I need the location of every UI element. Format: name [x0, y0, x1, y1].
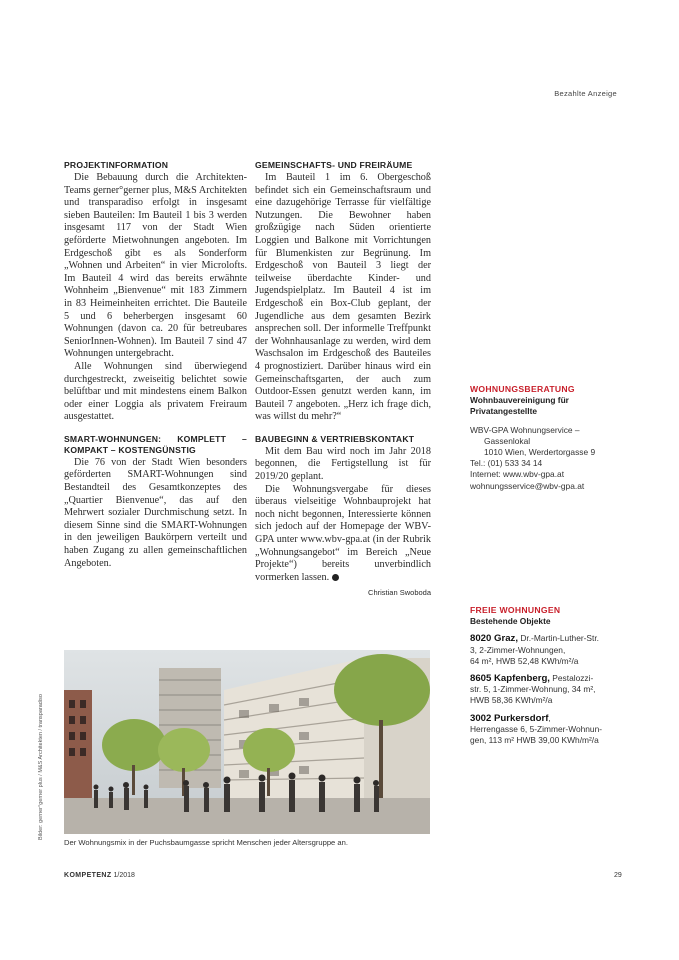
object-location: 3002 Purkersdorf: [470, 712, 549, 724]
sidebar-subtitle: Wohnbauvereinigung für: [470, 395, 569, 406]
photo-credit: [38, 690, 48, 840]
sidebar-title-frei: FREIE WOHNUNGEN: [470, 605, 561, 615]
heading-smart-wohnungen: SMART-WOHNUNGEN: KOMPLETT – KOMPAKT – KOSTENGÜNSTIG: [64, 433, 247, 455]
column-left: [64, 160, 247, 570]
heading-gemeinschaftsraeume: GEMEINSCHAFTS- UND FREIRÄUME: [255, 160, 413, 170]
building-photo: [64, 650, 430, 834]
object-location: 8605 Kapfenberg,: [470, 673, 550, 685]
end-mark-icon: [332, 574, 339, 581]
magazine-name: KOMPETENZ: [64, 872, 112, 879]
object-item: [470, 673, 630, 707]
object-detail: Herrengasse 6, 5-Zimmer-Wohnun-: [470, 723, 603, 734]
address-line: Gassenlokal: [484, 435, 531, 446]
object-location: 8020 Graz,: [470, 633, 519, 645]
object-detail: HWB 58,36 KWh/m²/a: [470, 695, 553, 706]
sidebar-wohnungsberatung: [470, 384, 630, 492]
building-illustration: [64, 650, 430, 834]
object-detail: 3, 2-Zimmer-Wohnungen,: [470, 644, 566, 655]
sidebar-subtitle: Bestehende Objekte: [470, 616, 551, 627]
column-middle: [255, 160, 431, 600]
paragraph: Die Bebauung durch die Architekten-Teams gerner°gerner plus, M&S Architekten und transparadiso erfolgt in insgesamt sieben Bauteilen: Im Bauteil 1 bis 3 werden insgesamt 117 von der Stadt Wien geförderte Mietwohnungen angeboten. Im Erdgeschoß gibt es als Sonderform „Wohnen und Arbeiten“ in vier Microlofts. Im Bauteil 4 wird das bereits erwähnte Wohnheim „Bienvenue“ mit 183 Zimmern in 83 Heimeinheiten errichtet. Die Bauteile 5 und 6 beherbergen insgesamt 60 Wohnungen (davon ca. 20 für betreubares SeniorInnen-Wohnen). Im Bauteil 7 sind 47 Wohnungen untergebracht.: [64, 172, 247, 360]
phone-line: Tel.: (01) 533 34 14: [470, 458, 543, 469]
object-detail: 64 m², HWB 52,48 KWh/m²/a: [470, 655, 579, 666]
object-detail: gen, 113 m² HWB 39,00 KWh/m²/a: [470, 735, 599, 746]
page-number: 29: [614, 872, 622, 879]
sidebar-title-beratung: WOHNUNGSBERATUNG: [470, 384, 575, 394]
address-line: 1010 Wien, Werdertorgasse 9: [484, 447, 596, 458]
paragraph: Mit dem Bau wird noch im Jahr 2018 begonnen, die Fertigstellung ist für 2019/20 geplant.: [255, 445, 431, 483]
object-detail: ,: [548, 712, 551, 723]
object-detail: str. 5, 1-Zimmer-Wohnung, 34 m²,: [470, 684, 596, 695]
object-item: [470, 713, 630, 747]
email-link[interactable]: wohnungsservice@wbv-gpa.at: [470, 480, 585, 491]
heading-baubeginn: BAUBEGINN & VERTRIEBSKONTAKT: [255, 433, 415, 444]
address-line: WBV-GPA Wohnungservice –: [470, 424, 580, 435]
photo-caption: Der Wohnungsmix in der Puchsbaumgasse spricht Menschen jeder Altersgruppe an.: [64, 838, 348, 847]
footer-magazine: [64, 872, 135, 879]
sidebar-subtitle: Privatangestellte: [470, 406, 538, 417]
paragraph: [255, 484, 431, 585]
website-link[interactable]: Internet: www.wbv-gpa.at: [470, 469, 565, 480]
paid-ad-label: Bezahlte Anzeige: [554, 89, 617, 98]
photo-credit-text: Bilder: gerner°gerner plus / M&S Architekten / transparadiso: [38, 694, 44, 840]
paragraph-text: Die Wohnungsvergabe für dieses überaus vielseitige Wohnbauprojekt hat noch nicht begonnen, Interessierte können sich jedoch auf der Homepage der WBV-GPA unter www.wbv-gpa.at (in der Rubrik „Wohnungsangebot“ im Bereich „Neue Projekte“) bereits unverbindlich vormerken lassen.: [255, 483, 431, 583]
paragraph: Die 76 von der Stadt Wien besonders geförderten SMART-Wohnungen sind Bestandteil des Gesamtkonzeptes des „Quartier Bienvenue“, das auf den Mehrwert sozialer Durchmischung setzt. In diesem Sinne sind die SMART-Wohnungen in den jeweiligen Baukörpern verteilt und haben Zugang zu allen gemeinschaftlichen Angeboten.: [64, 456, 247, 569]
author-name: Christian Swoboda: [368, 588, 431, 598]
heading-projektinformation: PROJEKTINFORMATION: [64, 160, 169, 170]
sidebar-freie-wohnungen: [470, 605, 630, 746]
paragraph: Im Bauteil 1 im 6. Obergeschoß befindet sich ein Gemeinschaftsraum und eine dazugehörige Terrasse für vielfältige Nutzungen. Die Bewohner haben großzügige nach Süden orientierte Loggien und Balkone mit Vorrichtungen für Blumenkisten zur Begrünung. Im Erdgeschoß von Bauteil 3 liegt der teilweise überdachte Kinder- und Jugendspielplatz. Im Bauteil 4 ist im Erdgeschoß ein Box-Club geplant, der Jugendliche aus dem gesamten Bezirk ansprechen soll. Der informelle Treffpunkt der Wohnhausanlage zu werden, wird dem Waschsalon im Erdgeschoß des Bauteiles 4 prognostiziert. Darüber hinaus wird ein Gemeinschaftsgarten, der auch zum Outdoor-Essen genutzt werden kann, im Bauteil 7 angeboten. „Herz ich frage dich, was willst du mehr?“: [255, 172, 431, 423]
object-detail: Pestalozzi-: [549, 673, 594, 684]
issue-number: 1/2018: [111, 872, 135, 879]
object-detail: Dr.-Martin-Luther-Str.: [518, 633, 599, 644]
paragraph: Alle Wohnungen sind überwiegend durchgestreckt, zweiseitig belichtet sowie belüftbar und mit mindestens einem Balkon oder einer Loggia als privatem Freiraum ausgestattet.: [64, 360, 247, 423]
object-item: [470, 633, 630, 667]
